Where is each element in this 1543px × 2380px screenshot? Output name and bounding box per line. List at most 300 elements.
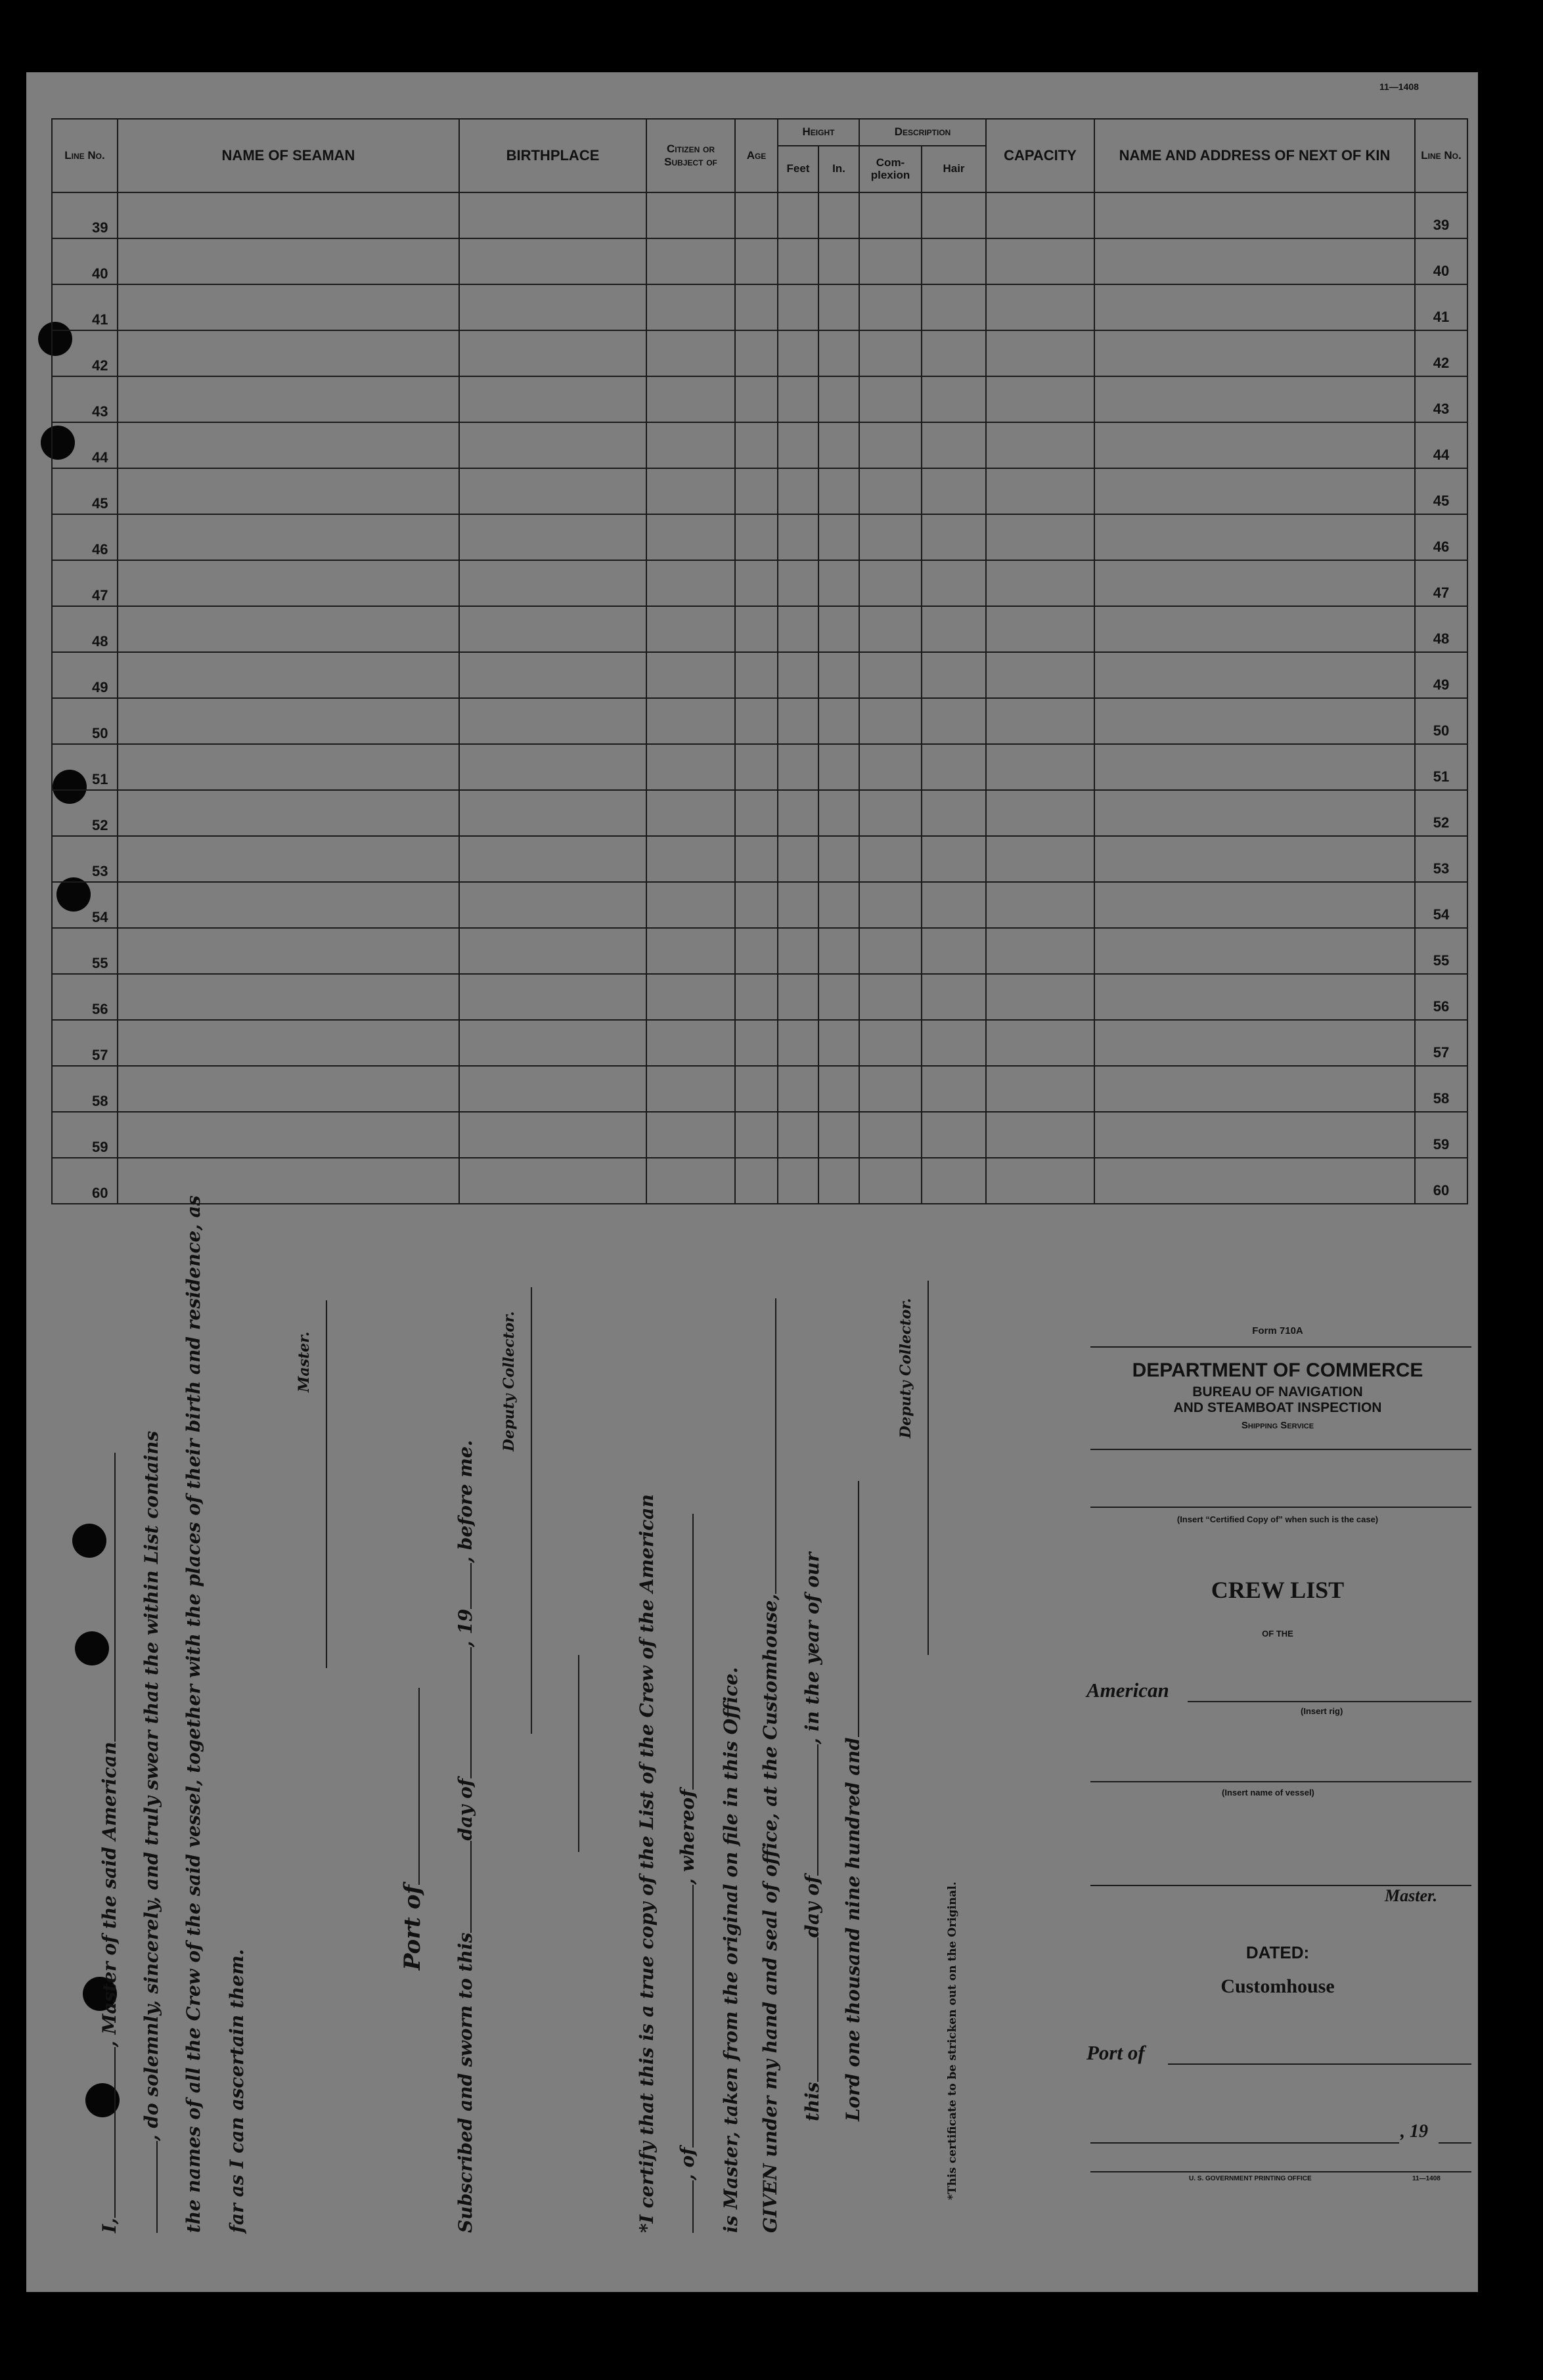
blank-cell [986, 422, 1094, 468]
line-number-right: 52 [1415, 790, 1467, 836]
blank-cell [118, 652, 459, 698]
blank-cell [646, 238, 735, 284]
blank-cell [735, 192, 778, 238]
blank-cell [646, 744, 735, 790]
oath-and-certificate [99, 1195, 1038, 2233]
blank-cell [922, 514, 986, 560]
blank-cell [118, 560, 459, 606]
blank-cell [859, 1112, 922, 1158]
oath-line-1: I,, Master of the said American [99, 1453, 120, 2233]
blank-cell [735, 330, 778, 376]
blank-cell [118, 974, 459, 1020]
blank-cell [735, 1020, 778, 1066]
blank-cell [986, 1066, 1094, 1112]
blank-cell [859, 836, 922, 882]
separator-rule [578, 1655, 579, 1852]
line-number-right: 47 [1415, 560, 1467, 606]
line-number-right: 48 [1415, 606, 1467, 652]
blank-cell [459, 790, 646, 836]
blank-cell [646, 1066, 735, 1112]
blank-cell [1094, 376, 1415, 422]
certify-line-1: *I certify that this is a true copy of the List of the Crew of the American [636, 1494, 658, 2233]
port-of: Port of [399, 1688, 426, 1970]
blank-cell [986, 560, 1094, 606]
blank-cell [646, 652, 735, 698]
line-number-right: 56 [1415, 974, 1467, 1020]
table-row [52, 744, 1467, 790]
line-number-right: 54 [1415, 882, 1467, 928]
blank-cell [778, 192, 818, 238]
blank-cell [118, 1112, 459, 1158]
line-number: 56 [52, 974, 118, 1020]
line-number: 45 [52, 468, 118, 514]
line-number: 54 [52, 882, 118, 928]
blank-cell [1094, 974, 1415, 1020]
blank-cell [778, 1112, 818, 1158]
header-name-of-seaman: NAME OF SEAMAN [118, 119, 459, 192]
blank-cell [859, 606, 922, 652]
blank-cell [986, 698, 1094, 744]
blank-cell [646, 790, 735, 836]
blank-cell [922, 330, 986, 376]
blank-cell [986, 514, 1094, 560]
blank-cell [859, 882, 922, 928]
blank-cell [922, 376, 986, 422]
blank-cell [1094, 1066, 1415, 1112]
line-number: 55 [52, 928, 118, 974]
blank-cell [735, 836, 778, 882]
blank-cell [118, 790, 459, 836]
blank-cell [986, 284, 1094, 330]
header-birthplace: BIRTHPLACE [459, 119, 646, 192]
table-row [52, 606, 1467, 652]
blank-cell [1094, 836, 1415, 882]
blank-cell [818, 238, 859, 284]
table-row [52, 422, 1467, 468]
blank-cell [859, 468, 922, 514]
blank-cell [986, 974, 1094, 1020]
blank-cell [735, 974, 778, 1020]
blank-cell [778, 744, 818, 790]
line-number-right: 42 [1415, 330, 1467, 376]
blank-cell [778, 836, 818, 882]
blank-cell [922, 238, 986, 284]
blank-cell [818, 468, 859, 514]
blank-cell [646, 836, 735, 882]
blank-cell [459, 974, 646, 1020]
blank-cell [735, 652, 778, 698]
line-number: 42 [52, 330, 118, 376]
blank-cell [646, 330, 735, 376]
of-the: OF THE [1262, 1629, 1293, 1639]
blank-cell [735, 1112, 778, 1158]
blank-cell [1094, 422, 1415, 468]
blank-cell [646, 1158, 735, 1204]
blank-cell [818, 974, 859, 1020]
line-number-right: 59 [1415, 1112, 1467, 1158]
blank-cell [735, 514, 778, 560]
crew-list-cover [1084, 1313, 1471, 2187]
line-number-right: 41 [1415, 284, 1467, 330]
blank-cell [459, 238, 646, 284]
american-label: American [1086, 1679, 1169, 1702]
blank-cell [778, 974, 818, 1020]
header-feet: Feet [778, 146, 818, 193]
blank-cell [646, 192, 735, 238]
blank-cell [1094, 698, 1415, 744]
port-of-label: Port of [1086, 2041, 1145, 2064]
blank-cell [922, 928, 986, 974]
table-row [52, 1158, 1467, 1204]
blank-cell [1094, 1112, 1415, 1158]
blank-cell [986, 928, 1094, 974]
table-row [52, 192, 1467, 238]
blank-cell [646, 560, 735, 606]
blank-cell [986, 1020, 1094, 1066]
blank-cell [459, 514, 646, 560]
table-row [52, 560, 1467, 606]
line-number-right: 50 [1415, 698, 1467, 744]
oath-line-4: far as I can ascertain them. [226, 1949, 248, 2233]
header-citizen: Citizen or Subject of [646, 119, 735, 192]
blank-cell [735, 376, 778, 422]
header-hair: Hair [922, 146, 986, 193]
blank-cell [859, 284, 922, 330]
blank-cell [459, 284, 646, 330]
blank-cell [459, 1112, 646, 1158]
line-number-right: 43 [1415, 376, 1467, 422]
blank-cell [859, 652, 922, 698]
blank-cell [922, 698, 986, 744]
header-description: Description [859, 119, 986, 146]
blank-cell [118, 514, 459, 560]
blank-cell [818, 560, 859, 606]
blank-cell [646, 606, 735, 652]
blank-cell [922, 1066, 986, 1112]
table-row [52, 1066, 1467, 1112]
certify-line-3: is Master, taken from the original on file in this Office. [720, 1667, 742, 2233]
table-row [52, 790, 1467, 836]
header-height: Height [778, 119, 859, 146]
line-number-right: 44 [1415, 422, 1467, 468]
blank-cell [986, 330, 1094, 376]
blank-cell [459, 1158, 646, 1204]
table-row [52, 652, 1467, 698]
blank-cell [646, 928, 735, 974]
blank-cell [922, 1158, 986, 1204]
line-number-right: 46 [1415, 514, 1467, 560]
blank-cell [818, 192, 859, 238]
blank-cell [735, 422, 778, 468]
blank-cell [646, 422, 735, 468]
line-number-right: 57 [1415, 1020, 1467, 1066]
blank-cell [118, 882, 459, 928]
blank-cell [859, 192, 922, 238]
form-number: Form 710A [1252, 1325, 1303, 1336]
blank-cell [922, 974, 986, 1020]
blank-cell [859, 1158, 922, 1204]
table-row [52, 974, 1467, 1020]
blank-cell [778, 1020, 818, 1066]
blank-cell [459, 422, 646, 468]
blank-cell [778, 928, 818, 974]
cover-rule [1090, 1507, 1471, 1508]
customhouse-label: Customhouse [1220, 1975, 1335, 1997]
blank-cell [778, 882, 818, 928]
blank-cell [1094, 652, 1415, 698]
blank-cell [1094, 514, 1415, 560]
blank-cell [818, 1066, 859, 1112]
line-number: 57 [52, 1020, 118, 1066]
header-line-no: Line No. [52, 119, 118, 192]
blank-cell [859, 974, 922, 1020]
line-number-right: 40 [1415, 238, 1467, 284]
line-number-right: 49 [1415, 652, 1467, 698]
blank-cell [118, 1066, 459, 1112]
blank-cell [986, 376, 1094, 422]
blank-cell [459, 928, 646, 974]
blank-cell [778, 790, 818, 836]
certificate-footnote: *This certificate to be stricken out on the Original. [946, 1882, 959, 2200]
blank-cell [1094, 882, 1415, 928]
crew-table [51, 118, 1468, 1204]
blank-cell [859, 928, 922, 974]
blank-cell [778, 514, 818, 560]
blank-cell [818, 284, 859, 330]
blank-cell [735, 284, 778, 330]
line-number-right: 58 [1415, 1066, 1467, 1112]
blank-cell [922, 652, 986, 698]
table-row [52, 836, 1467, 882]
blank-cell [1094, 928, 1415, 974]
blank-cell [118, 836, 459, 882]
master-signature-label: Master. [296, 1331, 313, 1392]
certify-line-2: , of, whereof [677, 1514, 698, 2233]
table-row [52, 1020, 1467, 1066]
blank-cell [922, 192, 986, 238]
blank-cell [735, 468, 778, 514]
table-row [52, 928, 1467, 974]
year-label: , 19 [1400, 2121, 1428, 2142]
bureau-line-1: BUREAU OF NAVIGATION [1192, 1384, 1363, 1399]
blank-cell [818, 606, 859, 652]
blank-cell [859, 330, 922, 376]
insert-rig-note: (Insert rig) [1301, 1706, 1343, 1716]
blank-cell [735, 744, 778, 790]
table-row [52, 514, 1467, 560]
blank-cell [646, 882, 735, 928]
table-row [52, 882, 1467, 928]
blank-cell [778, 284, 818, 330]
blank-cell [778, 698, 818, 744]
blank-cell [118, 606, 459, 652]
blank-cell [986, 1112, 1094, 1158]
blank-cell [986, 468, 1094, 514]
blank-cell [118, 284, 459, 330]
blank-cell [859, 238, 922, 284]
line-number: 47 [52, 560, 118, 606]
cover-bottom-rule [1090, 2171, 1471, 2172]
blank-cell [922, 836, 986, 882]
vessel-line [1090, 1781, 1471, 1782]
blank-cell [459, 744, 646, 790]
table-row [52, 238, 1467, 284]
blank-cell [859, 744, 922, 790]
blank-cell [1094, 1158, 1415, 1204]
certify-line-5: thisday of, in the year of our [801, 1552, 823, 2121]
oath-line-3: the names of all the Crew of the said vessel, together with the places of their birth and residence, as [183, 1195, 204, 2233]
blank-cell [1094, 468, 1415, 514]
blank-cell [646, 1112, 735, 1158]
blank-cell [118, 330, 459, 376]
blank-cell [922, 284, 986, 330]
blank-cell [646, 698, 735, 744]
blank-cell [859, 422, 922, 468]
blank-cell [818, 1112, 859, 1158]
line-number: 39 [52, 192, 118, 238]
blank-cell [986, 790, 1094, 836]
header-capacity: CAPACITY [986, 119, 1094, 192]
table-row [52, 1112, 1467, 1158]
blank-cell [778, 238, 818, 284]
blank-cell [859, 514, 922, 560]
blank-cell [459, 376, 646, 422]
blank-cell [1094, 606, 1415, 652]
blank-cell [818, 1158, 859, 1204]
line-number: 58 [52, 1066, 118, 1112]
blank-cell [118, 1020, 459, 1066]
form-code: 11—1408 [1379, 81, 1419, 92]
blank-cell [1094, 192, 1415, 238]
line-number-right: 51 [1415, 744, 1467, 790]
year-line [1439, 2142, 1471, 2144]
blank-cell [735, 882, 778, 928]
blank-cell [459, 698, 646, 744]
blank-cell [118, 698, 459, 744]
blank-cell [459, 882, 646, 928]
blank-cell [986, 882, 1094, 928]
line-number: 48 [52, 606, 118, 652]
table-row [52, 376, 1467, 422]
blank-cell [735, 1158, 778, 1204]
blank-cell [646, 1020, 735, 1066]
insert-certified-note: (Insert “Certified Copy of” when such is the case) [1176, 1514, 1379, 1524]
line-number: 50 [52, 698, 118, 744]
printer-code: 11—1408 [1412, 2175, 1441, 2182]
master-signature-line [326, 1300, 327, 1668]
blank-cell [986, 836, 1094, 882]
deputy-collector-label-2: Deputy Collector. [897, 1298, 914, 1438]
blank-cell [922, 790, 986, 836]
table-row [52, 468, 1467, 514]
blank-cell [778, 1066, 818, 1112]
blank-cell [859, 376, 922, 422]
blank-cell [986, 652, 1094, 698]
crew-list-title: CREW LIST [1211, 1577, 1345, 1603]
line-number: 49 [52, 652, 118, 698]
master-label: Master. [1385, 1886, 1438, 1905]
blank-cell [646, 468, 735, 514]
department-title: DEPARTMENT OF COMMERCE [1132, 1359, 1423, 1381]
blank-cell [646, 376, 735, 422]
blank-cell [986, 192, 1094, 238]
blank-cell [118, 238, 459, 284]
line-number: 59 [52, 1112, 118, 1158]
line-number: 46 [52, 514, 118, 560]
blank-cell [735, 560, 778, 606]
blank-cell [922, 1112, 986, 1158]
dated-label: DATED: [1245, 1943, 1310, 1962]
blank-cell [1094, 744, 1415, 790]
blank-cell [735, 606, 778, 652]
blank-cell [778, 652, 818, 698]
blank-cell [1094, 560, 1415, 606]
line-number: 43 [52, 376, 118, 422]
cover-rule [1090, 1449, 1471, 1450]
cover-rule [1090, 1346, 1471, 1348]
blank-cell [859, 560, 922, 606]
blank-cell [986, 744, 1094, 790]
line-number-right: 39 [1415, 192, 1467, 238]
subscribed-line: Subscribed and sworn to thisday of, 19, before me. [455, 1440, 476, 2233]
blank-cell [646, 284, 735, 330]
blank-cell [778, 560, 818, 606]
blank-cell [1094, 330, 1415, 376]
line-number-right: 53 [1415, 836, 1467, 882]
blank-cell [778, 468, 818, 514]
blank-cell [118, 192, 459, 238]
blank-cell [459, 652, 646, 698]
blank-cell [986, 606, 1094, 652]
blank-cell [1094, 1020, 1415, 1066]
deputy-collector-label-1: Deputy Collector. [501, 1311, 518, 1451]
line-number: 51 [52, 744, 118, 790]
certify-line-4: GIVEN under my hand and seal of office, at the Customhouse, [759, 1298, 781, 2233]
deputy-signature-line-1 [531, 1287, 532, 1734]
blank-cell [459, 836, 646, 882]
blank-cell [818, 422, 859, 468]
blank-cell [859, 790, 922, 836]
blank-cell [986, 238, 1094, 284]
blank-cell [1094, 238, 1415, 284]
certify-line-6: Lord one thousand nine hundred and [842, 1482, 864, 2122]
blank-cell [1094, 790, 1415, 836]
table-row [52, 330, 1467, 376]
header-complexion: Com-plexion [859, 146, 922, 193]
line-number-right: 55 [1415, 928, 1467, 974]
line-number: 40 [52, 238, 118, 284]
blank-cell [735, 928, 778, 974]
blank-cell [459, 192, 646, 238]
blank-cell [818, 514, 859, 560]
blank-cell [818, 928, 859, 974]
line-number-right: 45 [1415, 468, 1467, 514]
blank-cell [818, 376, 859, 422]
blank-cell [818, 652, 859, 698]
blank-cell [459, 606, 646, 652]
blank-cell [778, 606, 818, 652]
blank-cell [1094, 284, 1415, 330]
table-row [52, 698, 1467, 744]
blank-cell [818, 698, 859, 744]
blank-cell [735, 698, 778, 744]
line-number: 60 [52, 1158, 118, 1204]
blank-cell [778, 1158, 818, 1204]
blank-cell [778, 422, 818, 468]
table-row [52, 284, 1467, 330]
blank-cell [922, 744, 986, 790]
blank-cell [735, 790, 778, 836]
